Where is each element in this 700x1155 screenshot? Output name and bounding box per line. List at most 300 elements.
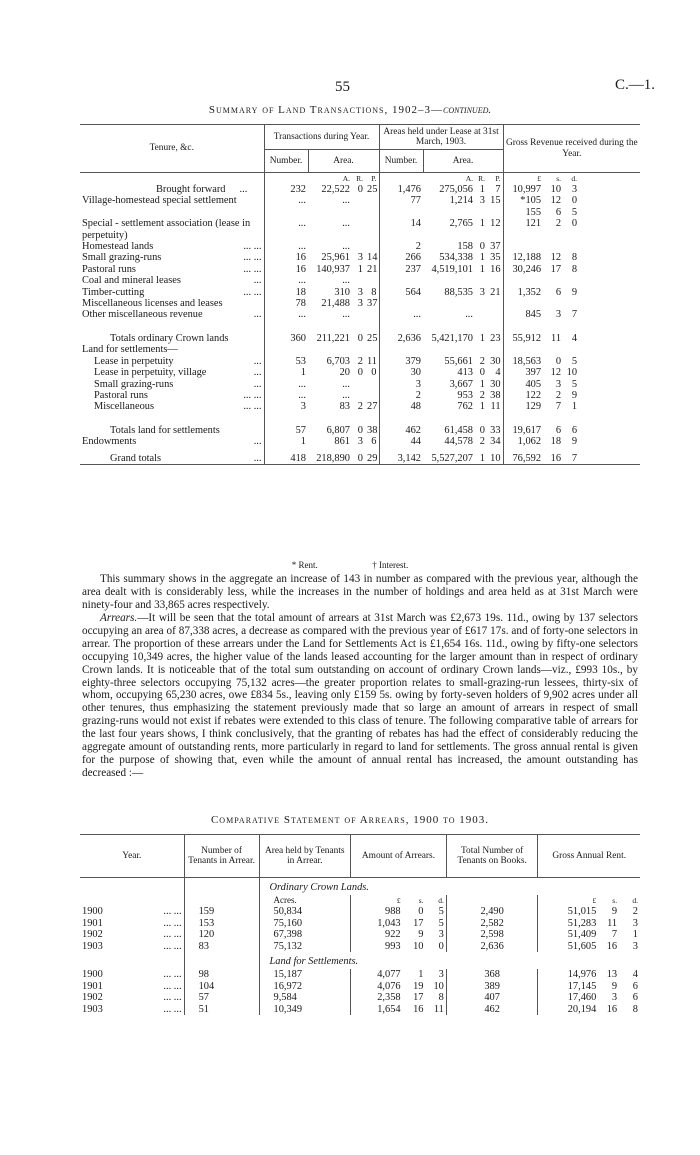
held-perches: 30	[487, 356, 503, 367]
held-roods: 2	[479, 355, 485, 367]
held-perches: 33	[487, 420, 503, 436]
revenue-shillings: 12	[550, 252, 562, 264]
held-roods: 1	[479, 252, 485, 264]
row-blank	[579, 184, 640, 195]
row-label-leader: ... ...	[243, 389, 262, 401]
rent-pounds: 14,976	[538, 969, 598, 980]
header-trans-area: Area.	[308, 150, 379, 173]
rent-pence: 8	[632, 1003, 638, 1015]
area-in-arrear: 75,132	[259, 941, 351, 952]
summary-row	[80, 344, 640, 355]
held-roods: 1	[479, 332, 485, 344]
unit-acres: A.	[465, 174, 473, 183]
header-held-area: Area.	[423, 150, 503, 173]
row-blank	[579, 195, 640, 218]
row-label-leader: ... ...	[243, 286, 262, 298]
held-perches: 15	[487, 195, 503, 218]
year: 1900	[82, 906, 103, 918]
arrears-shillings: 16	[413, 1003, 424, 1015]
revenue-pounds: 129	[525, 401, 542, 413]
held-roods	[475, 275, 487, 286]
held-perches: 23	[487, 328, 503, 344]
row-label	[80, 298, 264, 309]
page-number: 55	[335, 79, 350, 95]
arrears-table	[80, 834, 640, 1015]
held-number: 44	[410, 436, 421, 448]
trans-number: 1	[264, 436, 308, 447]
unit-pounds: £	[537, 174, 542, 183]
row-label-leader: ...	[253, 309, 262, 321]
trans-number: 18	[264, 287, 308, 298]
arrears-shillings: 1	[418, 969, 424, 981]
rent-pounds: 17,145	[538, 981, 598, 992]
units-blank	[264, 173, 308, 185]
unit-pounds: £	[538, 895, 598, 906]
revenue-pounds: 19,617	[512, 424, 542, 436]
trans-perches	[365, 344, 379, 355]
row-label-text: Coal and mineral leases	[82, 275, 181, 287]
year: 1901	[82, 917, 103, 929]
revenue-pounds: 1,062	[517, 436, 542, 448]
held-acres: 2,765	[449, 218, 473, 230]
header-gross-rent: Gross Annual Rent.	[538, 835, 640, 878]
unit-shillings: s.	[418, 896, 424, 906]
held-acres: 44,578	[444, 436, 473, 448]
revenue-shillings: 10	[550, 184, 562, 195]
trans-perches	[365, 309, 379, 320]
arrears-row	[80, 981, 640, 992]
row-blank	[579, 309, 640, 320]
row-label	[80, 309, 264, 320]
header-year: Year.	[122, 850, 142, 861]
trans-acres: 25,961	[321, 252, 350, 264]
trans-number: ...	[264, 195, 308, 218]
summary-table	[80, 124, 640, 465]
held-number: 14	[410, 218, 421, 230]
held-acres: 413	[457, 367, 473, 379]
trans-acres: 22,522	[321, 184, 350, 195]
area-in-arrear: 75,160	[259, 918, 351, 929]
trans-acres: 6,703	[326, 355, 350, 367]
revenue-pounds: *105 155	[520, 195, 542, 218]
revenue-pence: 9	[571, 286, 578, 298]
row-label	[80, 195, 264, 218]
unit-perches: P.	[487, 173, 503, 185]
summary-row	[80, 195, 640, 218]
row-blank	[579, 241, 640, 252]
trans-roods: 2	[357, 355, 363, 367]
trans-roods	[352, 390, 365, 401]
held-roods: 1	[479, 378, 485, 390]
spacer-row	[80, 413, 640, 420]
summary-row	[80, 264, 640, 275]
unit-pence: d.	[438, 896, 444, 906]
unit-pence: d.	[632, 896, 638, 906]
held-acres	[423, 275, 475, 286]
row-label	[80, 184, 264, 195]
arrears-pence: 5	[438, 906, 444, 918]
summary-row	[80, 184, 640, 195]
row-label-text: Small grazing-runs	[82, 252, 162, 264]
row-blank	[579, 344, 640, 355]
held-perches	[487, 298, 503, 309]
held-number	[379, 344, 423, 355]
spacer-cell	[423, 321, 475, 328]
year-leader: ... ...	[163, 906, 182, 918]
spacer-cell	[579, 413, 640, 420]
rent-pence: 1	[632, 929, 638, 941]
row-label	[80, 448, 264, 465]
revenue-pence: 7	[571, 452, 578, 464]
trans-number: ...	[264, 241, 308, 252]
year-leader: ... ...	[163, 1003, 182, 1015]
revenue-pence	[563, 344, 579, 355]
arrears-pounds: 1,043	[351, 918, 403, 929]
unit-acres: A.	[342, 174, 350, 183]
trans-acres: 21,488	[321, 298, 350, 310]
summary-row	[80, 401, 640, 412]
revenue-shillings: 6	[555, 286, 562, 298]
held-acres: 275,056	[439, 184, 473, 195]
summary-row	[80, 328, 640, 344]
row-label-leader: ...	[239, 184, 248, 195]
row-label	[80, 436, 264, 447]
row-label	[80, 390, 264, 401]
arrears-shillings: 9	[418, 929, 424, 941]
revenue-shillings: 2	[555, 218, 562, 230]
tenants-in-arrear: 153	[184, 918, 259, 929]
arrears-row	[80, 969, 640, 980]
arrears-shillings: 17	[413, 992, 424, 1004]
held-acres: 534,338	[439, 252, 473, 264]
arrears-pence: 3	[438, 929, 444, 941]
trans-number: 3	[264, 401, 308, 412]
revenue-pounds: 845	[525, 309, 542, 321]
spacer-cell	[365, 413, 379, 420]
trans-acres: ...	[342, 378, 350, 390]
trans-roods: 3	[357, 436, 363, 448]
revenue-pence: 6	[571, 424, 578, 436]
arrears-pounds: 1,654	[351, 1004, 403, 1015]
section-title-row	[80, 878, 640, 896]
unit-acres: Acres.	[259, 895, 351, 906]
arrears-pounds: 922	[351, 929, 403, 940]
held-acres: 5,421,170	[431, 332, 473, 344]
revenue-pence	[563, 241, 579, 252]
held-roods: 1	[479, 452, 485, 464]
trans-perches: 0	[365, 367, 379, 378]
trans-roods: 3	[357, 252, 363, 264]
held-perches: 21	[487, 287, 503, 298]
trans-acres: ...	[342, 218, 350, 230]
summary-row	[80, 367, 640, 378]
rent-shillings: 16	[606, 940, 618, 952]
row-blank	[579, 401, 640, 412]
row-label-text: Lease in perpetuity, village	[94, 367, 207, 379]
rent-pence: 3	[632, 917, 638, 929]
spacer-cell	[503, 413, 543, 420]
year-leader: ... ...	[163, 929, 182, 941]
row-label	[80, 218, 264, 241]
revenue-pence: 0 5	[571, 195, 578, 218]
revenue-pence: 5	[571, 378, 578, 390]
rent-pounds: 17,460	[538, 992, 598, 1003]
trans-number: 360	[264, 328, 308, 344]
year-leader: ... ...	[163, 992, 182, 1004]
revenue-pence: 1	[571, 401, 578, 413]
trans-perches	[365, 241, 379, 252]
row-label-text: Timber-cutting	[82, 286, 145, 298]
row-blank	[579, 218, 640, 241]
paragraph-summary	[82, 573, 638, 612]
trans-acres: 140,937	[316, 263, 350, 275]
trans-roods: 0	[357, 452, 363, 464]
revenue-shillings: 3	[555, 378, 562, 390]
held-roods: 1	[479, 401, 485, 413]
revenue-pounds: 55,912	[512, 332, 542, 344]
unit-roods: R.	[478, 174, 485, 183]
tenants-in-arrear: 57	[184, 992, 259, 1003]
revenue-pence	[563, 298, 579, 309]
arrears-pence: 5	[438, 917, 444, 929]
held-acres: 1,214	[449, 195, 473, 207]
year-leader: ... ...	[163, 917, 182, 929]
year-leader: ... ...	[163, 980, 182, 992]
trans-roods	[352, 218, 365, 241]
row-label	[80, 264, 264, 275]
trans-roods: 0	[357, 424, 363, 436]
trans-perches	[365, 218, 379, 241]
section-title-row	[80, 952, 640, 969]
year-leader: ... ...	[163, 940, 182, 952]
revenue-pounds: 10,997	[512, 184, 542, 195]
trans-perches	[365, 379, 379, 390]
held-number: 2	[415, 389, 421, 401]
trans-acres	[308, 344, 352, 355]
revenue-pence: 5	[571, 355, 578, 367]
held-number: 2	[415, 241, 421, 253]
held-acres: 953	[457, 389, 473, 401]
total-tenants: 368	[446, 969, 538, 980]
spacer-cell	[80, 321, 264, 328]
row-label-text: Small grazing-runs	[94, 378, 174, 390]
row-label	[80, 367, 264, 378]
revenue-pence: 4	[571, 332, 578, 344]
rent-shillings: 9	[611, 980, 618, 992]
paragraph-summary-text: This summary shows in the aggregate an increase of 143 in number as compared with the previous year, although the area dealt with is considerably less, while the increases in the number of holdings and area held as at 31st March were ninety-four and 33,865 acres respectively.	[82, 573, 638, 611]
arrears-pence: 11	[433, 1003, 444, 1015]
trans-roods	[352, 309, 365, 320]
row-blank	[579, 436, 640, 447]
arrears-row	[80, 906, 640, 917]
trans-acres: 211,221	[316, 332, 350, 344]
revenue-shillings	[543, 241, 563, 252]
trans-perches: 37	[367, 298, 378, 310]
trans-number: 418	[264, 448, 308, 465]
trans-roods	[352, 241, 365, 252]
arrears-pounds: 4,076	[351, 981, 403, 992]
trans-number: ...	[264, 275, 308, 286]
header-area-held: Area held by Tenants in Arrear.	[259, 835, 351, 878]
revenue-pounds: 405	[525, 378, 542, 390]
revenue-pounds: 30,246	[512, 263, 542, 275]
row-blank	[579, 275, 640, 286]
rent-shillings: 3	[611, 992, 618, 1004]
document-code: C.—1.	[615, 77, 656, 93]
revenue-pounds	[503, 275, 543, 286]
revenue-shillings	[543, 298, 563, 309]
row-label-leader: ...	[253, 436, 262, 448]
row-label-text: Village-homestead special settlement	[82, 195, 237, 207]
summary-row	[80, 420, 640, 436]
spacer-cell	[264, 413, 308, 420]
rent-pence: 4	[632, 969, 638, 981]
summary-row	[80, 218, 640, 241]
area-in-arrear: 50,834	[259, 906, 351, 917]
rent-pence: 3	[632, 940, 638, 952]
held-roods: 1	[479, 218, 485, 230]
trans-perches: 11	[367, 355, 378, 367]
trans-roods: 0	[357, 332, 363, 344]
spacer-cell	[487, 413, 503, 420]
held-perches: 34	[487, 436, 503, 447]
held-perches: 30	[487, 379, 503, 390]
row-label-text: Miscellaneous licenses and leases	[82, 298, 223, 310]
spacer-cell	[543, 321, 563, 328]
row-blank	[579, 328, 640, 344]
units-blank	[80, 895, 184, 906]
row-label-text: Totals land for settlements	[110, 424, 220, 436]
summary-row	[80, 298, 640, 309]
tenants-in-arrear: 98	[184, 969, 259, 980]
arrears-pence: 0	[438, 940, 444, 952]
revenue-pence: 8	[571, 252, 578, 264]
held-acres: 4,519,101	[431, 263, 473, 275]
trans-number: ...	[264, 309, 308, 320]
arrears-pounds: 988	[351, 906, 403, 917]
arrears-row	[80, 929, 640, 940]
trans-acres: 83	[339, 401, 350, 413]
trans-number: ...	[264, 218, 308, 241]
held-roods	[475, 344, 487, 355]
revenue-shillings: 2	[555, 389, 562, 401]
paragraph-arrears	[82, 612, 638, 780]
row-label	[80, 241, 264, 252]
spacer-cell	[423, 413, 475, 420]
row-label-text: Special - settlement association (lease in perpetuity)	[82, 218, 251, 241]
row-label-leader: ... ...	[243, 401, 262, 413]
revenue-shillings: 18	[550, 436, 562, 448]
trans-perches	[365, 195, 379, 218]
arrears-row	[80, 918, 640, 929]
trans-roods	[352, 195, 365, 218]
trans-perches: 27	[367, 401, 378, 413]
arrears-pence: 10	[433, 980, 444, 992]
row-blank	[579, 390, 640, 401]
trans-perches: 38	[365, 420, 379, 436]
spacer-cell	[264, 321, 308, 328]
held-acres: 158	[457, 241, 473, 253]
summary-title-suffix: continued.	[443, 104, 492, 116]
revenue-pence: 3	[571, 184, 578, 195]
arrears-shillings: 10	[413, 940, 424, 952]
summary-row	[80, 356, 640, 367]
summary-row	[80, 287, 640, 298]
held-number: 2,636	[397, 332, 421, 344]
unit-shillings: s.	[556, 174, 562, 183]
trans-roods	[352, 344, 365, 355]
held-number: 237	[405, 263, 421, 275]
row-blank	[579, 298, 640, 309]
spacer-cell	[352, 321, 365, 328]
row-label	[80, 287, 264, 298]
revenue-pence: 0	[571, 218, 578, 230]
held-perches: 12	[487, 218, 503, 241]
units-blank	[80, 173, 264, 185]
unit-pounds: £	[351, 895, 403, 906]
row-label-text: Totals ordinary Crown lands	[110, 332, 229, 344]
row-blank	[579, 420, 640, 436]
spacer-cell	[563, 321, 579, 328]
trans-number: 57	[264, 420, 308, 436]
rent-shillings: 13	[606, 969, 618, 981]
trans-perches: 25	[367, 184, 378, 195]
revenue-pounds: 1,352	[517, 286, 542, 298]
row-label	[80, 420, 264, 436]
held-acres: 55,661	[444, 355, 473, 367]
held-perches: 7	[487, 184, 503, 195]
arrears-row	[80, 1004, 640, 1015]
held-perches: 11	[487, 401, 503, 412]
held-number: 1,476	[397, 184, 421, 195]
year-leader: ... ...	[163, 969, 182, 981]
summary-row	[80, 390, 640, 401]
arrears-shillings: 0	[418, 906, 424, 918]
revenue-shillings: 12	[550, 367, 562, 379]
trans-roods: 2	[357, 401, 363, 413]
summary-row	[80, 436, 640, 447]
arrears-pounds: 4,077	[351, 969, 403, 980]
rent-pence: 6	[632, 980, 638, 992]
held-acres: 3,667	[449, 378, 473, 390]
held-perches: 16	[487, 264, 503, 275]
tenants-in-arrear: 104	[184, 981, 259, 992]
row-label-text: Homestead lands	[82, 241, 154, 253]
spacer-cell	[352, 413, 365, 420]
row-label-text: Other miscellaneous revenue	[82, 309, 203, 321]
held-number: 379	[405, 355, 421, 367]
held-number: 266	[405, 252, 421, 264]
header-amount-arrears: Amount of Arrears.	[351, 835, 447, 878]
held-acres: 5,527,207	[431, 452, 473, 464]
revenue-pounds	[503, 344, 543, 355]
trans-acres: ...	[342, 309, 350, 321]
arrears-shillings: 19	[413, 980, 424, 992]
total-tenants: 389	[446, 981, 538, 992]
revenue-pence: 9	[571, 436, 578, 448]
row-blank	[579, 287, 640, 298]
total-tenants: 2,636	[446, 941, 538, 952]
paragraph-arrears-lead: Arrears.	[100, 612, 138, 624]
row-label-leader: ...	[253, 452, 262, 464]
trans-number: 16	[264, 264, 308, 275]
footnote-rent: * Rent.	[291, 560, 318, 570]
revenue-pounds: 397	[525, 367, 542, 379]
rent-shillings: 7	[611, 929, 618, 941]
trans-perches	[365, 275, 379, 286]
row-label-text: Land for settlements—	[82, 344, 178, 356]
comparative-title: Comparative Statement of Arrears, 1900 to 1903.	[210, 814, 490, 826]
